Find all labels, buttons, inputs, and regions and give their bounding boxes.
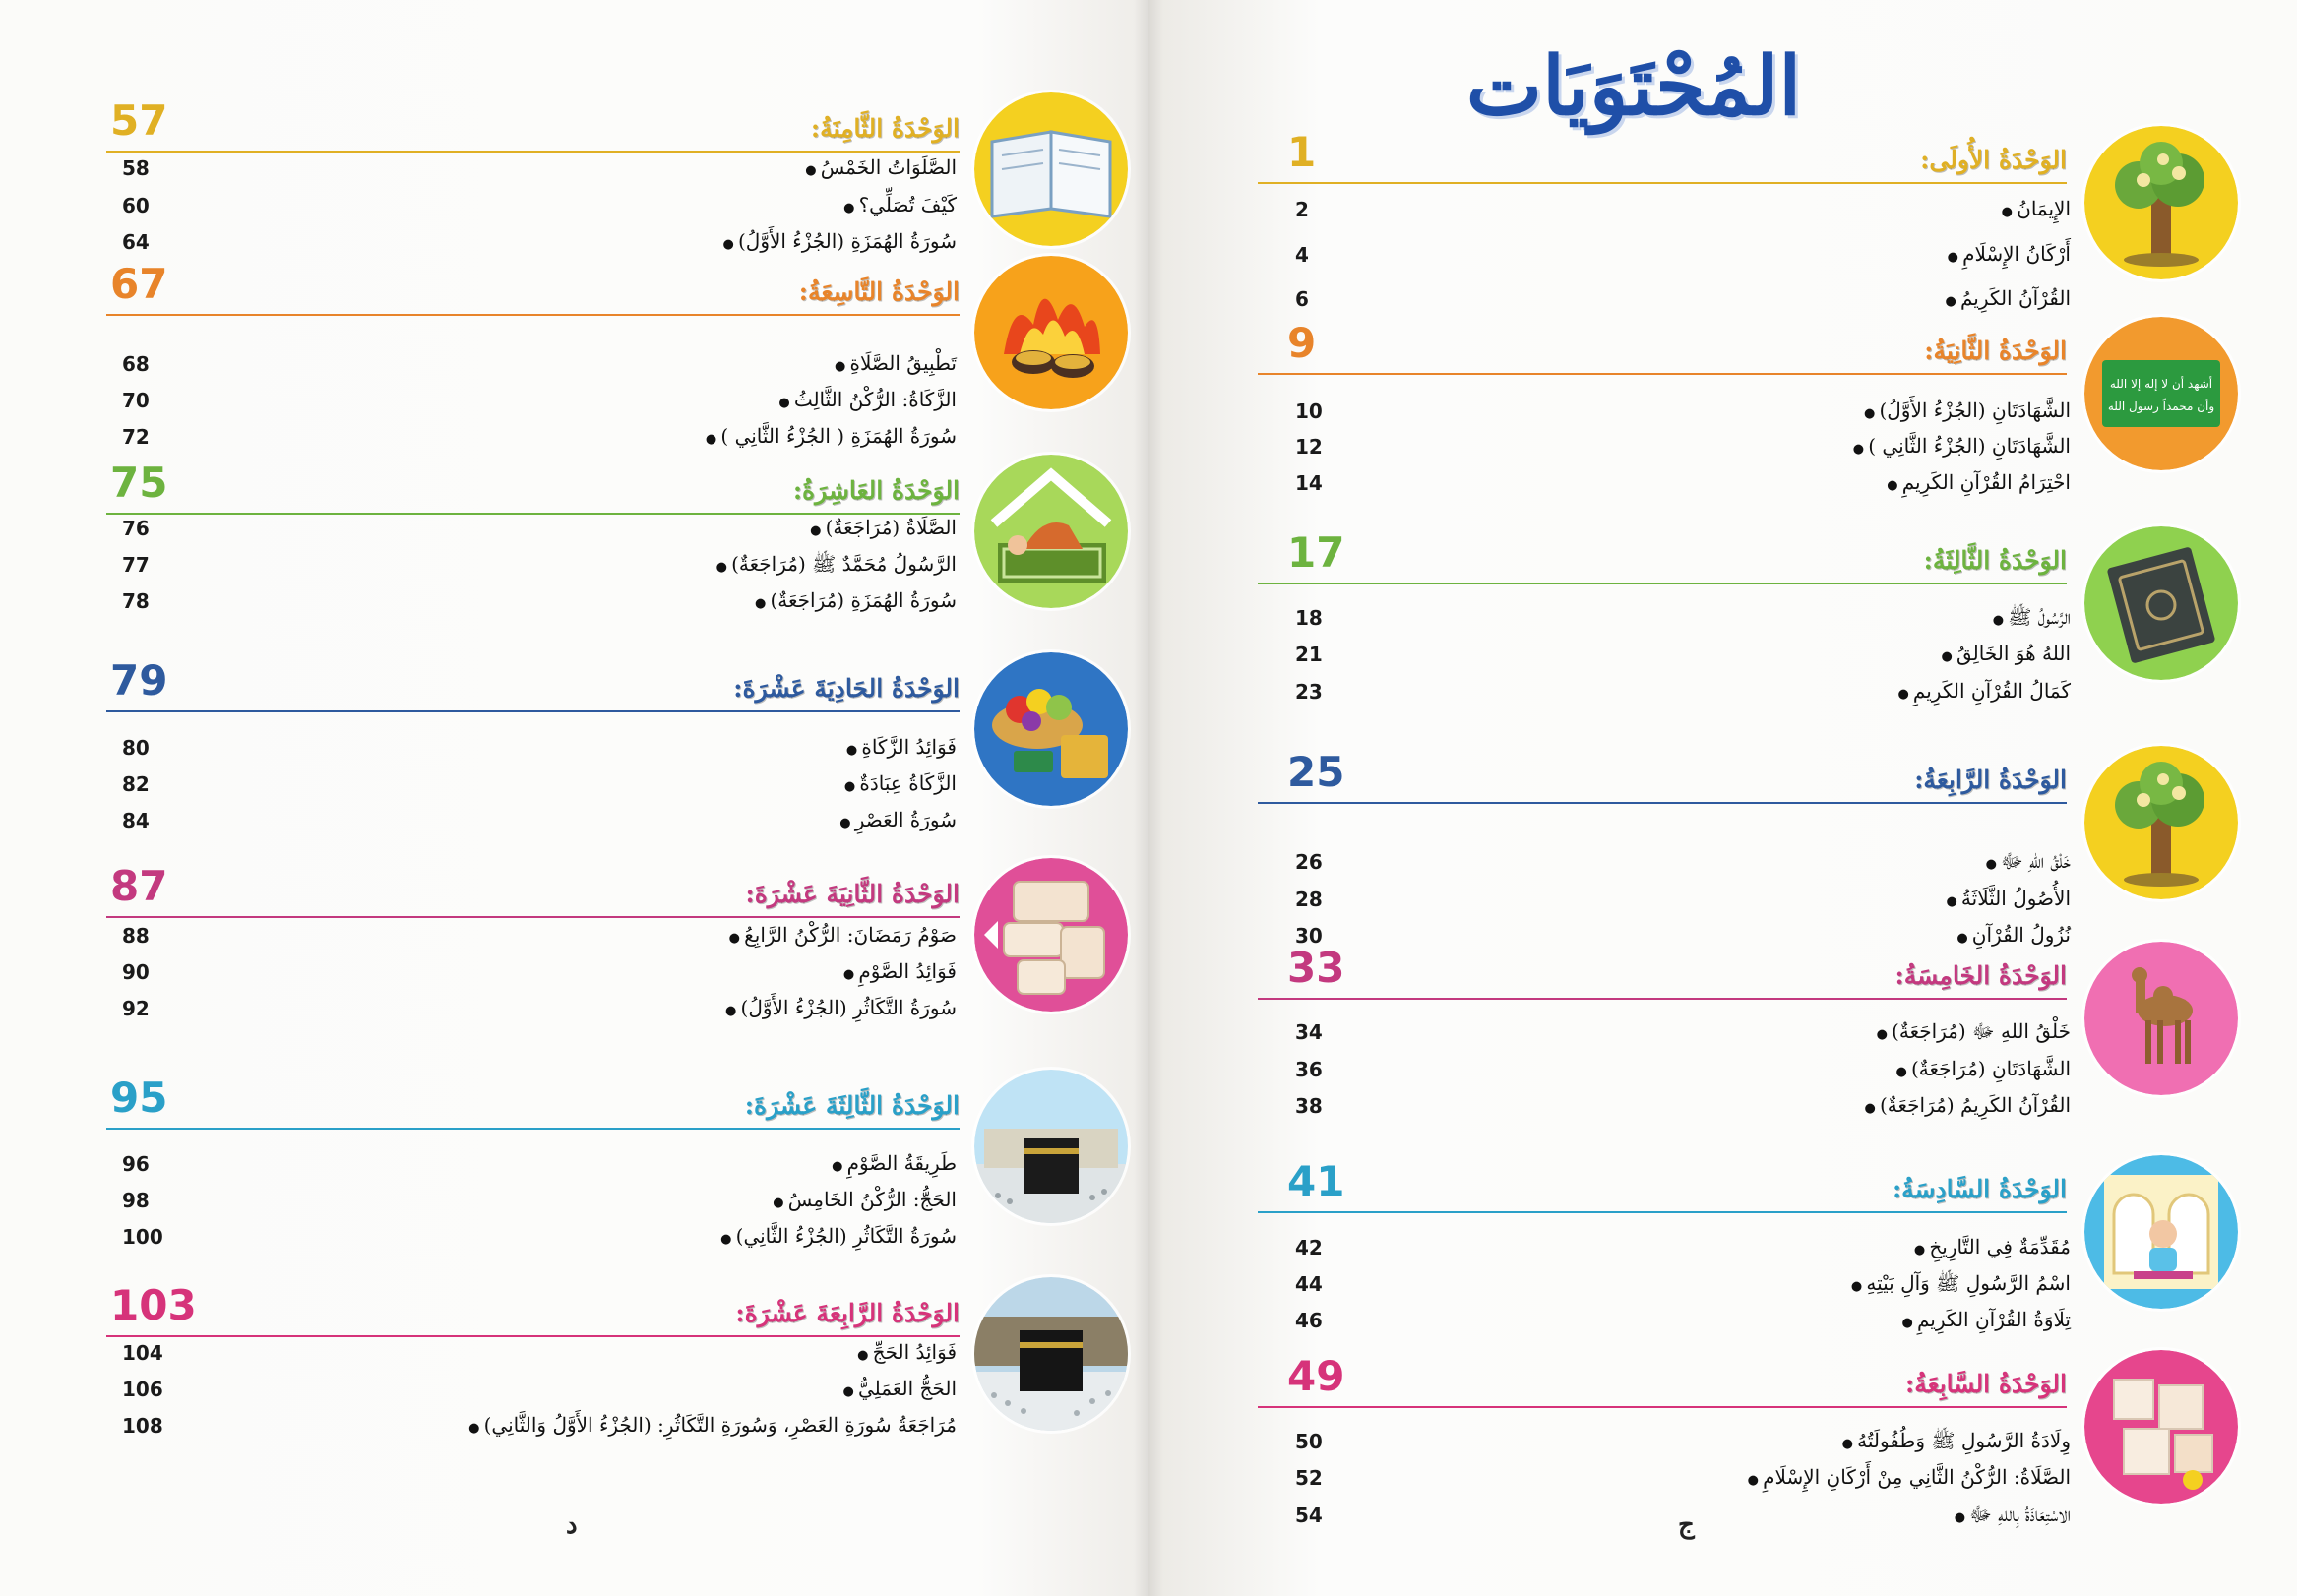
lesson-row[interactable] [0,1413,2297,1449]
lesson-title: أَرْكَانُ الإِسْلَامِ ● [1948,242,2071,266]
unit-page-number: 67 [110,260,168,308]
unit-title: الوَحْدَةُ الرَّابِعَةُ: [1914,766,2067,794]
lesson-title: فَوَائِدُ الحَجِّ ● [857,1340,957,1364]
lesson-title: الزَّكَاةُ عِبَادَةٌ ● [844,771,957,795]
lesson-title: سُورَةُ الهُمَزَةِ (مُرَاجَعَةٌ) ● [755,588,957,612]
lesson-page-number: 36 [1295,1058,1323,1081]
unit-divider [106,314,960,316]
lesson-title: تِلَاوَةُ القُرْآنِ الكَرِيمِ ● [1902,1308,2072,1331]
lesson-page-number: 60 [122,194,150,217]
lesson-title: طَرِيقَةُ الصَّوْمِ ● [832,1151,957,1175]
page-number-left: د [566,1510,578,1540]
lesson-title: فَوَائِدُ الزَّكَاةِ ● [846,735,957,759]
unit-divider [106,151,960,153]
lesson-title: القُرْآنُ الكَرِيمُ ● [1946,286,2072,310]
unit-10 [0,457,2297,634]
page-number-right: ج [1678,1510,1695,1540]
lesson-page-number: 68 [122,352,150,376]
lesson-title: كَيْفَ تُصَلِّي؟ ● [843,193,957,216]
lesson-page-number: 18 [1295,606,1323,630]
lesson-page-number: 58 [122,156,150,180]
lesson-title: الشَّهَادَتَانِ (الجُزْءُ الثَّانِي ) ● [1853,434,2071,458]
lesson-row[interactable] [0,808,2297,844]
lesson-title: الشَّهَادَتَانِ (مُرَاجَعَةٌ) ● [1895,1057,2071,1080]
unit-page-number: 33 [1287,944,1345,992]
unit-14 [0,1279,2297,1456]
lesson-page-number: 38 [1295,1094,1323,1118]
unit-title: الوَحْدَةُ الثَّانِيَةُ: [1924,337,2067,365]
lesson-title: اللهُ هُوَ الخَالِقُ ● [1942,642,2072,665]
lesson-title: صَوْمُ رَمَضَانَ: الرُّكْنُ الرَّابِعُ ● [729,923,957,947]
lesson-page-number: 14 [1295,471,1323,495]
lesson-page-number: 42 [1295,1236,1323,1259]
unit-page-number: 103 [110,1281,197,1329]
lesson-page-number: 50 [1295,1430,1323,1453]
lesson-title: الحَجُّ: الرُّكْنُ الخَامِسُ ● [773,1188,957,1211]
unit-page-number: 49 [1287,1352,1345,1400]
lesson-title: الاسْتِعَاذَةُ بِاللهِ ﷻ ● [1955,1503,2071,1531]
lesson-title: كَمَالُ القُرْآنِ الكَرِيمِ ● [1897,679,2071,703]
lesson-row[interactable] [0,1340,2297,1377]
lesson-page-number: 78 [122,589,150,613]
lesson-row[interactable] [0,388,2297,424]
unit-title: الوَحْدَةُ التَّاسِعَةُ: [798,277,960,306]
lesson-row[interactable] [0,193,2297,229]
lesson-row[interactable] [0,552,2297,588]
lesson-page-number: 92 [122,997,150,1020]
lesson-row[interactable] [0,1224,2297,1260]
unit-page-number: 9 [1287,319,1317,367]
unit-page-number: 41 [1287,1157,1345,1205]
lesson-title: نُزُولُ القُرْآنِ ● [1956,923,2071,947]
lesson-row[interactable] [0,424,2297,460]
unit-title: الوَحْدَةُ الحَادِيَةَ عَشْرَةَ: [733,674,960,703]
lesson-page-number: 88 [122,924,150,948]
svg-text:أشهد أن لا إله إلا الله: أشهد أن لا إله إلا الله [2109,377,2213,391]
unit-divider [106,1128,960,1130]
unit-page-number: 1 [1287,128,1317,176]
lesson-row[interactable] [0,1151,2297,1188]
lesson-page-number: 70 [122,389,150,412]
lesson-row[interactable] [0,959,2297,996]
lesson-page-number: 12 [1295,435,1323,459]
unit-13 [0,1072,2297,1249]
lesson-title: مُرَاجَعَةُ سُورَةِ العَصْرِ، وَسُورَةِ التَّكَاثُرِ: (الجُزْءُ الأَوَّلُ وَالثَّانِي) ● [468,1413,957,1437]
lesson-title: الشَّهَادَتَانِ (الجُزْءُ الأَوَّلُ) ● [1864,399,2071,422]
lesson-title: سُورَةُ العَصْرِ ● [839,808,957,831]
lesson-row[interactable] [0,996,2297,1032]
lesson-page-number: 44 [1295,1272,1323,1296]
lesson-title: الرَّسُولُ مُحَمَّدٌ ﷺ (مُرَاجَعَةٌ) ● [716,552,957,581]
lesson-page-number: 72 [122,425,150,449]
lesson-title: القُرْآنُ الكَرِيمُ (مُرَاجَعَةٌ) ● [1865,1093,2072,1117]
lesson-title: فَوَائِدُ الصَّوْمِ ● [843,959,957,983]
lesson-page-number: 23 [1295,680,1323,704]
unit-12 [0,860,2297,1037]
lesson-row[interactable] [0,155,2297,192]
lesson-title: الزَّكَاةُ: الرُّكْنُ الثَّالِثُ ● [778,388,957,411]
lesson-row[interactable] [0,1465,2297,1502]
lesson-page-number: 98 [122,1189,150,1212]
unit-title: الوَحْدَةُ الخَامِسَةُ: [1894,961,2067,990]
svg-text:وأن محمداً رسول الله: وأن محمداً رسول الله [2107,399,2215,413]
page-title: المُحْتَوَيَات [1465,39,1802,134]
lesson-page-number: 104 [122,1341,163,1365]
lesson-row[interactable] [0,588,2297,625]
lesson-row[interactable] [0,1377,2297,1413]
lesson-title: سُورَةُ التَّكَاثُرِ (الجُزْءُ الأَوَّلُ) ● [725,996,957,1019]
lesson-page-number: 34 [1295,1020,1323,1044]
lesson-title: تَطْبِيقُ الصَّلَاةِ ● [835,351,957,375]
unit-title: الوَحْدَةُ الثَّالِثَةُ: [1923,546,2067,575]
lesson-title: سُورَةُ الهُمَزَةِ (الجُزْءُ الأَوَّلُ) ● [723,229,958,253]
unit-page-number: 25 [1287,748,1345,796]
unit-page-number: 57 [110,96,168,145]
unit-divider [106,916,960,918]
lesson-page-number: 6 [1295,287,1309,311]
lesson-page-number: 77 [122,553,150,577]
lesson-title: سُورَةُ الهُمَزَةِ ( الجُزْءُ الثَّانِي ) ● [706,424,957,448]
unit-title: الوَحْدَةُ الثَّامِنَةُ: [810,114,960,143]
lesson-row[interactable] [0,1188,2297,1224]
unit-page-number: 17 [1287,528,1345,577]
lesson-title: الإِيمَانُ ● [2002,197,2071,220]
lesson-title: الصَّلَوَاتُ الخَمْسُ ● [805,155,957,179]
unit-page-number: 79 [110,656,168,705]
unit-divider [106,513,960,515]
lesson-row[interactable] [0,516,2297,552]
lesson-page-number: 30 [1295,924,1323,948]
unit-title: الوَحْدَةُ السَّادِسَةُ: [1892,1175,2067,1203]
lesson-title: اسْمُ الرَّسُولِ ﷺ وَآلِ بَيْتِهِ ● [1851,1271,2071,1300]
lesson-title: وِلَادَةُ الرَّسُولِ ﷺ وَطُفُولَتُهُ ● [1842,1429,2071,1457]
lesson-page-number: 4 [1295,243,1309,267]
lesson-page-number: 82 [122,772,150,796]
lesson-title: احْتِرَامُ القُرْآنِ الكَرِيمِ ● [1887,470,2071,494]
unit-divider [106,710,960,712]
lesson-page-number: 52 [1295,1466,1323,1490]
lesson-page-number: 108 [122,1414,163,1438]
lesson-title: خَلْقُ اللهِ ﷻ (مُرَاجَعَةٌ) ● [1877,1019,2071,1048]
unit-page-number: 75 [110,459,168,507]
unit-divider [106,1335,960,1337]
lesson-page-number: 96 [122,1152,150,1176]
unit-title: الوَحْدَةُ العَاشِرَةُ: [792,476,960,505]
lesson-row[interactable] [0,1503,2297,1539]
lesson-page-number: 26 [1295,850,1323,874]
lesson-row[interactable] [0,735,2297,771]
lesson-page-number: 10 [1295,399,1323,423]
lesson-title: سُورَةُ التَّكَاثُرِ (الجُزْءُ الثَّانِي) ● [720,1224,957,1248]
lesson-page-number: 90 [122,960,150,984]
lesson-row[interactable] [0,771,2297,808]
unit-title: الوَحْدَةُ الثَّانِيَةَ عَشْرَةَ: [745,880,960,908]
unit-page-number: 95 [110,1074,168,1122]
unit-title: الوَحْدَةُ السَّابِعَةُ: [1905,1370,2067,1398]
lesson-row[interactable] [0,351,2297,388]
lesson-title: الرَّسُولُ ﷺ ● [1993,605,2071,634]
lesson-page-number: 106 [122,1378,163,1401]
lesson-page-number: 2 [1295,198,1309,221]
lesson-title: الصَّلَاةُ: الرُّكْنُ الثَّانِي مِنْ أَرْكَانِ الإِسْلَامِ ● [1748,1465,2071,1489]
lesson-title: الأُصُولُ الثَّلَاثَةُ ● [1946,887,2071,910]
unit-title: الوَحْدَةُ الأُولَى: [1920,146,2067,174]
unit-page-number: 87 [110,862,168,910]
lesson-page-number: 46 [1295,1309,1323,1332]
lesson-page-number: 54 [1295,1504,1323,1527]
lesson-title: الحَجُّ العَمَلِيُّ ● [843,1377,957,1400]
lesson-row[interactable] [0,923,2297,959]
lesson-title: الصَّلَاةُ (مُرَاجَعَةٌ) ● [810,516,957,539]
lesson-page-number: 21 [1295,643,1323,666]
lesson-page-number: 76 [122,517,150,540]
lesson-title: خَلْقُ اللهِ ﷻ ● [1986,849,2071,878]
lesson-page-number: 84 [122,809,150,832]
lesson-page-number: 28 [1295,888,1323,911]
unit-title: الوَحْدَةُ الرَّابِعَةَ عَشْرَةَ: [735,1299,960,1327]
lesson-page-number: 80 [122,736,150,760]
lesson-page-number: 100 [122,1225,163,1249]
unit-11 [0,654,2297,831]
unit-8 [0,94,2297,272]
unit-title: الوَحْدَةُ الثَّالِثَةَ عَشْرَةَ: [744,1091,960,1120]
lesson-page-number: 64 [122,230,150,254]
lesson-title: مُقَدِّمَةٌ فِي التَّارِيخِ ● [1914,1235,2071,1258]
